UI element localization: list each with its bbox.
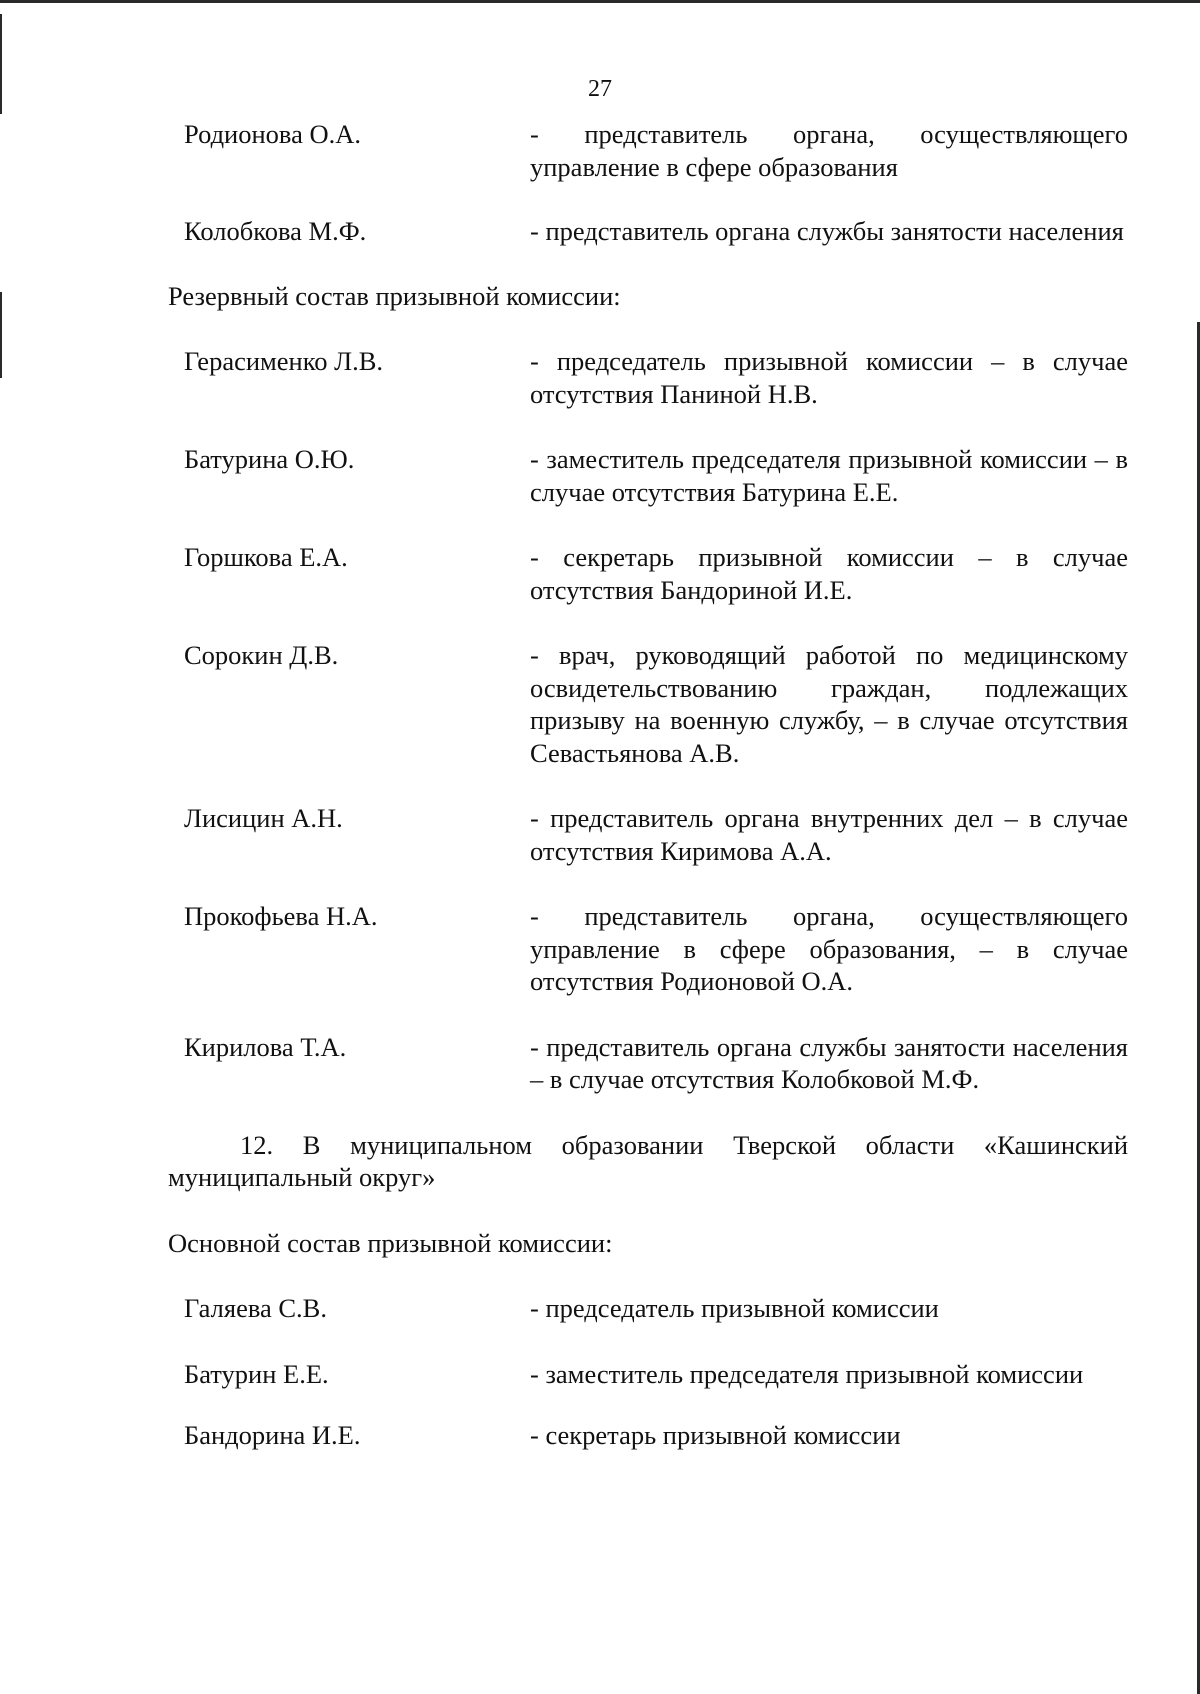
member-name: Родионова О.А. <box>184 119 361 149</box>
member-name: Герасименко Л.В. <box>184 346 384 376</box>
member-entry <box>176 1419 1128 1452</box>
member-role: - заместитель председателя призывной комиссии <box>530 1358 1084 1389</box>
member-role: - врач, руководящий работой по медицинскому освидетельствованию граждан, подлежащих призыву на военную службу, – в случае отсутствия Севастьянова А.В. <box>530 640 1128 768</box>
member-entry <box>176 802 1128 867</box>
member-entry <box>176 1031 1128 1096</box>
member-name: Батурин Е.Е. <box>184 1358 329 1389</box>
member-name: Лисицин А.Н. <box>184 803 343 833</box>
member-name: Бандорина И.Е. <box>184 1420 361 1450</box>
member-entry <box>176 1358 1128 1391</box>
document-body <box>168 118 1128 1452</box>
member-role: - представитель органа, осуществляющего управление в сфере образования, – в случае отсутствия Родионовой О.А. <box>530 901 1128 996</box>
member-role: - председатель призывной комиссии – в случае отсутствия Паниной Н.В. <box>530 346 1128 409</box>
member-name: Сорокин Д.В. <box>184 640 339 670</box>
member-entry <box>176 1292 1128 1325</box>
member-name: Батурина О.Ю. <box>184 444 355 474</box>
scan-edge-top <box>0 0 1200 3</box>
member-name: Прокофьева Н.А. <box>184 901 378 931</box>
member-entry <box>176 900 1128 998</box>
member-entry <box>176 345 1128 410</box>
member-role: - секретарь призывной комиссии <box>530 1420 901 1450</box>
member-role: - представитель органа службы занятости населения – в случае отсутствия Колобковой М.Ф. <box>530 1031 1128 1094</box>
member-entry <box>176 639 1128 769</box>
main-heading: Основной состав призывной комиссии: <box>168 1227 613 1258</box>
member-entry <box>176 541 1128 606</box>
member-role: - заместитель председателя призывной комиссии – в случае отсутствия Батурина Е.Е. <box>530 444 1128 507</box>
member-entry <box>176 443 1128 508</box>
member-role: - секретарь призывной комиссии – в случае отсутствия Бандориной И.Е. <box>530 542 1128 605</box>
member-name: Кирилова Т.А. <box>184 1031 347 1062</box>
member-role: - представитель органа службы занятости населения <box>530 216 1124 246</box>
member-role: - представитель органа внутренних дел – в случае отсутствия Киримова А.А. <box>530 803 1128 866</box>
member-name: Горшкова Е.А. <box>184 542 348 572</box>
member-name: Галяева С.В. <box>184 1293 327 1323</box>
member-role: - председатель призывной комиссии <box>530 1293 939 1323</box>
member-entry <box>176 215 1128 248</box>
member-name: Колобкова М.Ф. <box>184 216 367 246</box>
section-12-title: 12. В муниципальном образовании Тверской области «Кашинский муниципальный округ» <box>168 1129 1128 1192</box>
member-role: - представитель органа, осуществляющего управление в сфере образования <box>530 119 1128 182</box>
page-number: 27 <box>588 76 612 102</box>
member-entry <box>176 118 1128 183</box>
reserve-heading: Резервный состав призывной комиссии: <box>168 280 621 311</box>
scan-edge-left-lower <box>0 292 2 378</box>
